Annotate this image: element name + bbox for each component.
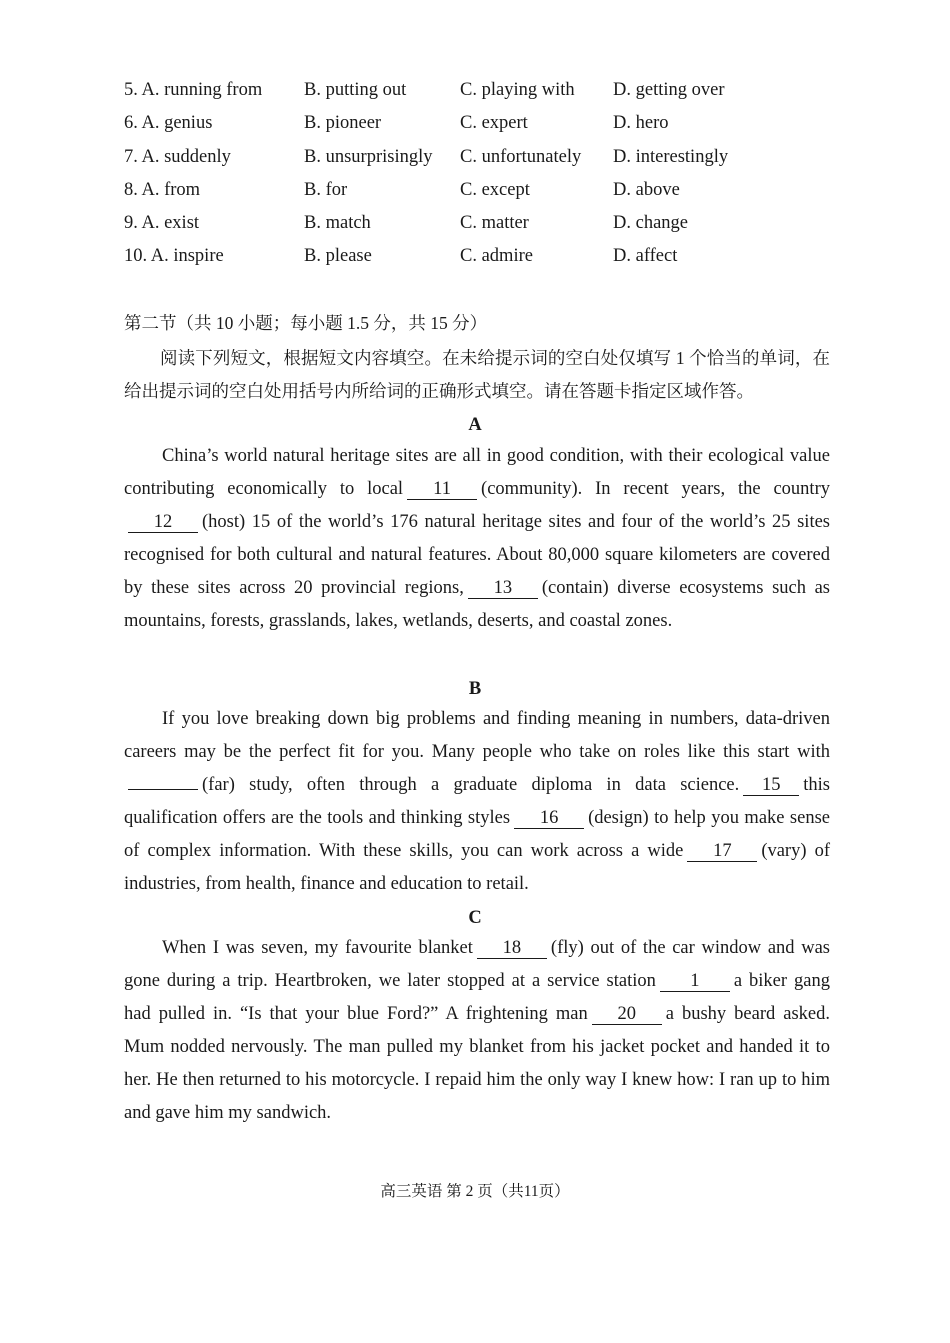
text-run: a biker gang had pulled in. “Is that your blue Ford?” A frightening man — [124, 971, 830, 1024]
passage-b-title: B — [468, 679, 482, 699]
text-run: China’s world natural heritage sites are all in good condition, with their ecological value contributing economically to local — [124, 446, 830, 499]
passage-c — [124, 932, 830, 1130]
option-c: C. admire — [460, 246, 533, 267]
text-run: When I was seven, my favourite blanket — [162, 938, 473, 958]
passage-a-text — [124, 440, 830, 638]
blank-14 — [128, 789, 198, 790]
passage-c-title: C — [468, 908, 482, 928]
option-c: C. matter — [460, 213, 529, 234]
option-a: 7. A. suddenly — [124, 146, 231, 167]
page-footer: 高三英语 第 2 页（共11页） — [380, 1183, 570, 1200]
option-a: 10. A. inspire — [124, 246, 224, 267]
blank-18: 18 — [477, 938, 547, 959]
blank-12: 12 — [128, 512, 198, 533]
blank-15: 15 — [743, 775, 799, 796]
text-run: (design) to help you make sense of complex information. With these skills, you can work across a wide — [124, 808, 830, 861]
blank-19: 1 — [660, 971, 730, 992]
text-run: (vary) of industries, from health, finance and education to retail. — [124, 841, 830, 894]
option-c: C. except — [460, 179, 530, 200]
text-run: (contain) diverse ecosystems such as mountains, forests, grasslands, lakes, wetlands, deserts, and coastal zones. — [124, 578, 831, 631]
text-run: this qualification offers are the tools and thinking styles — [124, 775, 830, 828]
section-heading: 第二节（共 10 小题；每小题 1.5 分，共 15 分） — [124, 313, 488, 333]
option-b: B. pioneer — [304, 113, 382, 134]
option-b: B. for — [304, 179, 348, 200]
text-run: If you love breaking down big problems and finding meaning in numbers, data-driven careers may be the perfect fit for you. Many people who take on roles like this start with — [124, 709, 830, 762]
passage-b — [124, 703, 830, 901]
blank-16: 16 — [514, 808, 584, 829]
option-c: C. expert — [460, 113, 528, 134]
text-run: a bushy beard asked. Mum nodded nervously. The man pulled my blanket from his jacket pocket and handed it to her. He then returned to his motorcycle. I repaid him the only way I knew how: I ran up to him and gave him my sandwich. — [124, 1004, 830, 1123]
text-run: (community). In recent years, the country — [481, 479, 830, 499]
option-b: B. putting out — [304, 80, 407, 100]
option-d: D. hero — [613, 113, 669, 134]
option-c: C. playing with — [460, 80, 575, 100]
option-a: 6. A. genius — [124, 113, 213, 134]
option-b: B. match — [304, 213, 371, 234]
option-d: D. above — [613, 179, 680, 200]
section-instructions — [124, 342, 830, 408]
blank-17: 17 — [687, 841, 757, 862]
text-run: (far) study, often through a graduate diploma in data science. — [202, 775, 740, 795]
passage-c-text — [124, 932, 830, 1130]
blank-20: 20 — [592, 1004, 662, 1025]
text-run: (host) 15 of the world’s 176 natural heritage sites and four of the world’s 25 sites recognised for both cultural and natural features. About 80,000 square kilometers are covered by these sites across 20 provincial regions, — [124, 512, 830, 598]
option-a: 8. A. from — [124, 179, 201, 200]
blank-11: 11 — [407, 479, 477, 500]
option-d: D. affect — [613, 246, 678, 267]
blank-13: 13 — [468, 578, 538, 599]
option-d: D. interestingly — [613, 146, 729, 167]
instructions-text: 阅读下列短文，根据短文内容填空。在未给提示词的空白处仅填写 1 个恰当的单词，在给出提示词的空白处用括号内所给词的正确形式填空。请在答题卡指定区域作答。 — [124, 348, 830, 401]
option-b: B. unsurprisingly — [304, 146, 433, 167]
option-d: D. change — [613, 213, 688, 234]
option-b: B. please — [304, 246, 372, 267]
option-c: C. unfortunately — [460, 146, 582, 167]
passage-a-title: A — [468, 415, 482, 435]
option-d: D. getting over — [613, 80, 725, 100]
passage-a — [124, 440, 830, 638]
passage-b-text — [124, 703, 830, 901]
option-a: 9. A. exist — [124, 213, 200, 234]
text-run: (fly) out of the car window and was gone during a trip. Heartbroken, we later stopped at a service station — [124, 938, 830, 991]
option-a: 5. A. running from — [124, 80, 263, 100]
